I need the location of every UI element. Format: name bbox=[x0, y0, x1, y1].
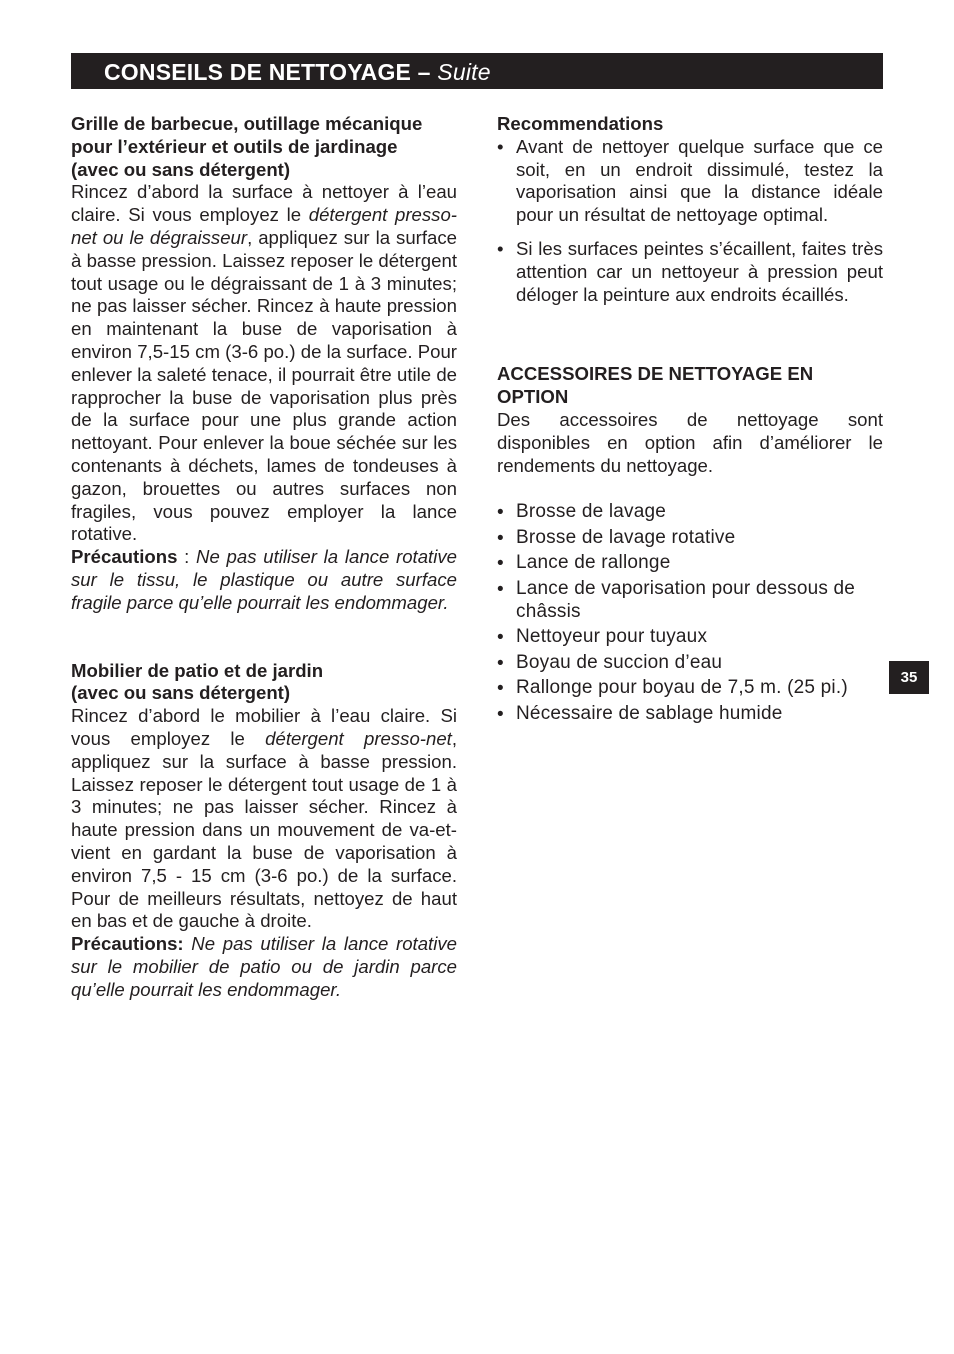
patio-section-caution bbox=[71, 933, 457, 1001]
list-item bbox=[497, 702, 883, 725]
page-title bbox=[104, 59, 491, 86]
list-item bbox=[497, 238, 883, 306]
patio-body-product: détergent presso-net bbox=[265, 727, 452, 749]
accessory-item: Rallonge pour boyau de 7,5 m. (25 pi.) bbox=[516, 677, 848, 699]
bbq-section-subheading: (avec ou sans détergent) bbox=[71, 158, 291, 180]
bullet: • bbox=[497, 237, 504, 259]
patio-body-part-2: , appliquez sur la surface à basse pression. Laissez reposer le détergent tout usage de 1 à 3 minutes; ne pas laisser sécher. Rincez à haute pression dans un mouvement de va-et-vient en gardant la buse de vaporisation à environ 7,5 - 15 cm (3-6 po.) de la surface. Pour de meilleurs résultats, nettoyez de haut en bas et de gauche à droite. bbox=[71, 727, 457, 932]
bbq-body-part-2: , appliquez sur la surface à basse pression. Laissez reposer le détergent tout usage ou le dégraissant de 1 à 3 minutes; ne pas laisser sécher. Rincez à haute pression en maintenant la buse de vaporisation à environ 7,5-15 cm (3-6 po.) de la surface. Pour enlever la saleté tenace, il pourrait être utile de rapprocher la buse de vaporisation plus près de la surface pour une plus grande action nettoyant. Pour enlever la boue séchée sur les contenants à déchets, lames de tondeuses à gazon, brouettes ou autres surfaces non fragiles, vous pouvez employer la lance rotative. bbox=[71, 226, 458, 545]
page-title-main: CONSEILS DE NETTOYAGE – bbox=[104, 59, 431, 85]
accessory-item: Nécessaire de sablage humide bbox=[516, 702, 783, 724]
left-column bbox=[71, 113, 457, 1001]
list-item bbox=[497, 500, 883, 523]
list-item bbox=[497, 651, 883, 674]
list-item bbox=[497, 551, 883, 574]
bbq-section-body bbox=[71, 181, 457, 546]
accessory-item: Brosse de lavage bbox=[516, 501, 667, 523]
bullet: • bbox=[497, 652, 504, 674]
bullet: • bbox=[497, 627, 504, 649]
recommendations-heading: Recommendations bbox=[497, 113, 664, 134]
page-number-tab bbox=[889, 661, 929, 694]
bullet: • bbox=[497, 502, 504, 524]
list-item bbox=[497, 526, 883, 549]
bullet: • bbox=[497, 578, 504, 600]
accessories-intro: Des accessoires de nettoyage sont disponibles en option afin d’améliorer le rendements du nettoyage. bbox=[497, 408, 883, 476]
bbq-body-part-1: Rincez d’abord la surface à nettoyer à l’eau claire. Si vous employez le bbox=[71, 181, 457, 226]
accessories-heading: ACCESSOIRES DE NETTOYAGE EN OPTION bbox=[497, 363, 814, 408]
accessories-list bbox=[497, 500, 883, 725]
page-number: 35 bbox=[900, 669, 918, 686]
bullet: • bbox=[497, 553, 504, 575]
list-item bbox=[497, 676, 883, 699]
bullet: • bbox=[497, 678, 504, 700]
bbq-caution-label: Précautions bbox=[71, 546, 178, 568]
list-item bbox=[497, 136, 883, 227]
section-header-bar bbox=[71, 53, 883, 89]
list-item bbox=[497, 625, 883, 648]
accessory-item: Brosse de lavage rotative bbox=[516, 526, 736, 548]
bullet: • bbox=[497, 135, 504, 157]
accessory-item: Lance de vaporisation pour dessous de châssis bbox=[516, 577, 856, 622]
list-item bbox=[497, 577, 883, 623]
bbq-body-product: détergent presso-net ou le dégraisseur bbox=[71, 204, 457, 248]
recommendations-list bbox=[497, 136, 883, 307]
accessory-item: Lance de rallonge bbox=[516, 552, 671, 574]
bullet: • bbox=[497, 703, 504, 725]
patio-caution-text: Ne pas utiliser la lance rotative sur le mobilier de patio ou de jardin parce qu’elle pourrait les endommager. bbox=[71, 933, 457, 1000]
bbq-caution-text: Ne pas utiliser la lance rotative sur le tissu, le plastique ou autre surface fragile parce qu’elle pourrait les endommager. bbox=[71, 546, 457, 613]
accessory-item: Nettoyeur pour tuyaux bbox=[516, 626, 708, 648]
bbq-section-heading: Grille de barbecue, outillage mécanique pour l’extérieur et outils de jardinage bbox=[71, 113, 423, 157]
recommendation-text: Avant de nettoyer quelque surface que ce soit, en un endroit dissimulé, testez la vaporisation ainsi que la distance idéale pour un résultat de nettoyage optimal. bbox=[516, 135, 883, 226]
page-title-suffix: Suite bbox=[437, 59, 491, 85]
recommendation-text: Si les surfaces peintes s’écaillent, faites très attention car un nettoyeur à pression peut déloger la peinture aux endroits écaillés. bbox=[516, 237, 883, 305]
bbq-section-caution bbox=[71, 546, 457, 614]
accessory-item: Boyau de succion d’eau bbox=[516, 651, 723, 673]
patio-section-body bbox=[71, 705, 457, 933]
bbq-caution-separator: : bbox=[177, 546, 197, 568]
right-column bbox=[497, 113, 883, 727]
patio-caution-label: Précautions: bbox=[71, 933, 184, 955]
patio-section-heading: Mobilier de patio et de jardin bbox=[71, 659, 324, 681]
patio-body-part-1: Rincez d’abord le mobilier à l’eau claire. Si vous employez le bbox=[71, 705, 457, 749]
bullet: • bbox=[497, 527, 504, 549]
patio-section-subheading: (avec ou sans détergent) bbox=[71, 682, 291, 704]
